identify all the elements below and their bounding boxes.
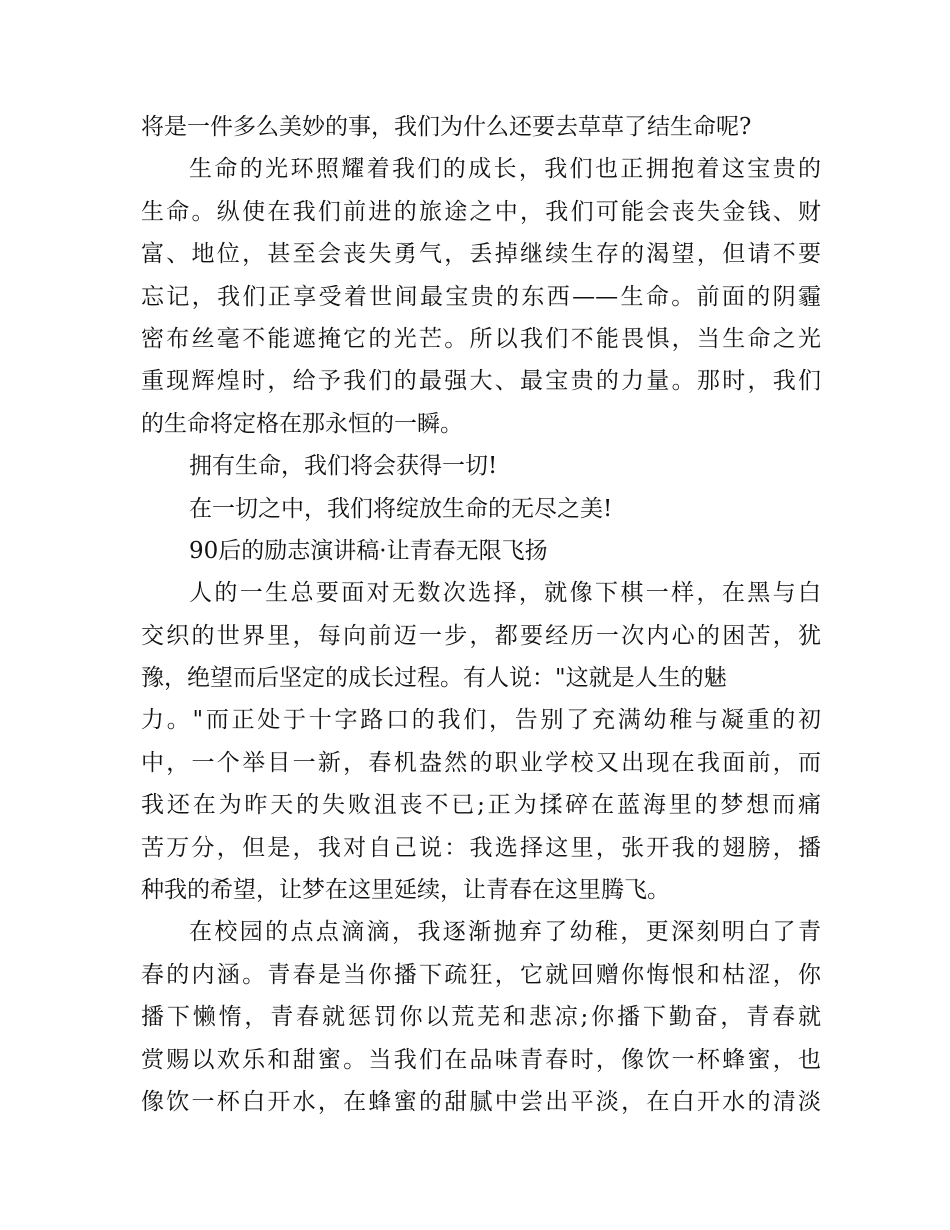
- text-line: 密布丝毫不能遮掩它的光芒。所以我们不能畏惧，当生命之光: [141, 325, 821, 352]
- section-heading: 90后的励志演讲稿·让青春无限飞扬: [189, 537, 548, 564]
- text-line: 我还在为昨天的失败沮丧不已;正为揉碎在蓝海里的梦想而痛: [141, 792, 821, 819]
- text-line: 中，一个举目一新，春机盎然的职业学校又出现在我面前，而: [141, 749, 821, 776]
- text-line: 力。"而正处于十字路口的我们，告别了充满幼稚与凝重的初: [141, 707, 821, 734]
- text-line: 播下懒惰，青春就惩罚你以荒芜和悲凉;你播下勤奋，青春就: [141, 1004, 821, 1031]
- text-line: 像饮一杯白开水，在蜂蜜的甜腻中尝出平淡，在白开水的清淡: [141, 1088, 821, 1115]
- text-line: 种我的希望，让梦在这里延续，让青春在这里腾飞。: [141, 877, 670, 904]
- text-line: 拥有生命，我们将会获得一切!: [189, 453, 498, 480]
- text-line: 赏赐以欢乐和甜蜜。当我们在品味青春时，像饮一杯蜂蜜，也: [141, 1046, 821, 1073]
- text-line: 交织的世界里，每向前迈一步，都要经历一次内心的困苦，犹: [141, 622, 821, 649]
- text-line: 忘记，我们正享受着世间最宝贵的东西——生命。前面的阴霾: [141, 283, 821, 310]
- text-line: 将是一件多么美妙的事，我们为什么还要去草草了结生命呢?: [141, 114, 752, 140]
- text-line: 重现辉煌时，给予我们的最强大、最宝贵的力量。那时，我们: [141, 368, 821, 395]
- text-line: 在一切之中，我们将绽放生命的无尽之美!: [189, 495, 613, 522]
- text-line: 豫，绝望而后坚定的成长过程。有人说："这就是人生的魅: [141, 665, 727, 692]
- text-line: 春的内涵。青春是当你播下疏狂，它就回赠你悔恨和枯涩，你: [141, 961, 821, 988]
- text-line: 的生命将定格在那永恒的一瞬。: [141, 410, 463, 437]
- text-line: 苦万分，但是，我对自己说：我选择这里，张开我的翅膀，播: [141, 834, 821, 861]
- document-body: [141, 106, 821, 1123]
- text-line: 富、地位，甚至会丧失勇气，丢掉继续生存的渴望，但请不要: [141, 241, 821, 268]
- text-line: 在校园的点点滴滴，我逐渐抛弃了幼稚，更深刻明白了青: [189, 919, 821, 946]
- text-line: 生命。纵使在我们前进的旅途之中，我们可能会丧失金钱、财: [141, 198, 821, 225]
- text-line: 生命的光环照耀着我们的成长，我们也正拥抱着这宝贵的: [189, 156, 821, 183]
- text-line: 人的一生总要面对无数次选择，就像下棋一样，在黑与白: [189, 580, 821, 607]
